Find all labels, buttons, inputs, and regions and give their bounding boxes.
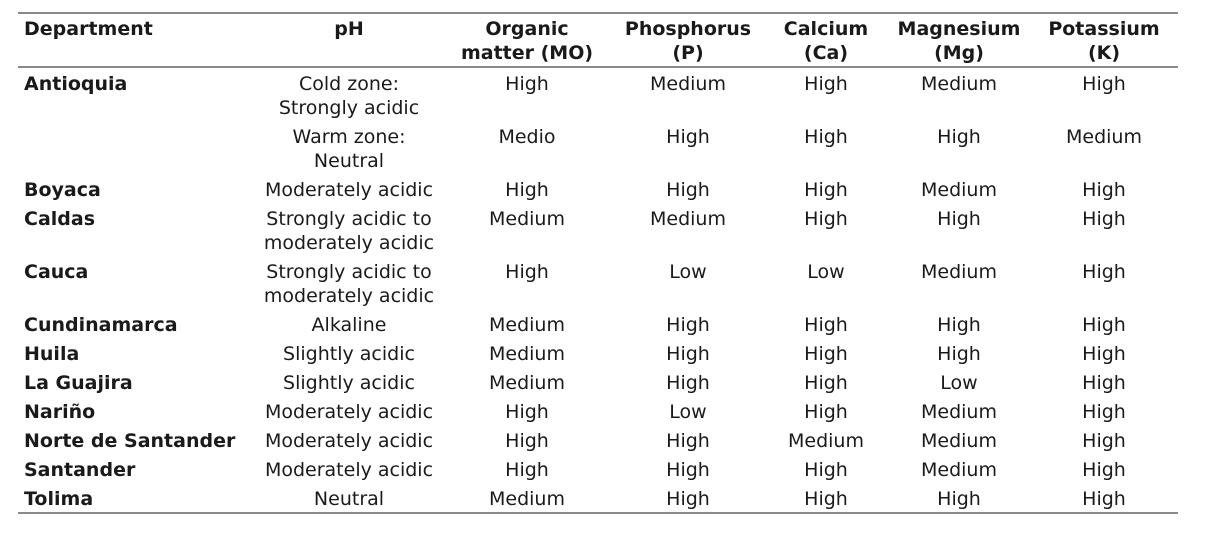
cell-potassium: High bbox=[1082, 488, 1126, 510]
cell-potassium: Medium bbox=[1066, 126, 1142, 148]
cell-phosphorus: High bbox=[666, 430, 710, 452]
cell-ph: Slightly acidic bbox=[283, 372, 415, 394]
cell-potassium: High bbox=[1082, 430, 1126, 452]
cell-ph: Moderately acidic bbox=[264, 430, 434, 452]
header-row bbox=[18, 13, 1178, 67]
cell-ph: Moderately acidic bbox=[264, 459, 434, 481]
cell-department: Huila bbox=[24, 343, 80, 365]
cell-potassium: High bbox=[1082, 179, 1126, 201]
table-row bbox=[18, 174, 1178, 203]
cell-department: Boyaca bbox=[24, 179, 101, 201]
header-magnesium: Magnesium (Mg) bbox=[897, 18, 1021, 64]
cell-phosphorus: High bbox=[666, 372, 710, 394]
cell-calcium: High bbox=[804, 208, 848, 230]
table-row bbox=[18, 67, 1178, 121]
header-ph: pH bbox=[334, 18, 364, 40]
header-calcium: Calcium (Ca) bbox=[783, 18, 869, 64]
table-row bbox=[18, 396, 1178, 425]
table-row bbox=[18, 425, 1178, 454]
cell-organic-matter: High bbox=[505, 261, 549, 283]
table-row bbox=[18, 454, 1178, 483]
soil-properties-table bbox=[18, 12, 1178, 514]
cell-magnesium: High bbox=[937, 208, 981, 230]
table-row bbox=[18, 256, 1178, 309]
cell-ph: Warm zone: Neutral bbox=[292, 126, 406, 172]
cell-organic-matter: High bbox=[505, 179, 549, 201]
cell-calcium: High bbox=[804, 179, 848, 201]
cell-phosphorus: Medium bbox=[650, 208, 726, 230]
cell-magnesium: Medium bbox=[921, 73, 997, 95]
cell-phosphorus: High bbox=[666, 314, 710, 336]
cell-magnesium: Medium bbox=[921, 430, 997, 452]
cell-calcium: Medium bbox=[788, 430, 864, 452]
cell-ph: Moderately acidic bbox=[264, 401, 434, 423]
cell-department: Norte de Santander bbox=[24, 430, 236, 452]
table-row bbox=[18, 338, 1178, 367]
cell-potassium: High bbox=[1082, 401, 1126, 423]
cell-phosphorus: Low bbox=[669, 401, 707, 423]
cell-department: Santander bbox=[24, 459, 136, 481]
cell-department bbox=[18, 121, 256, 174]
table-row bbox=[18, 483, 1178, 513]
cell-calcium: High bbox=[804, 459, 848, 481]
cell-department: La Guajira bbox=[24, 372, 133, 394]
table-row bbox=[18, 309, 1178, 338]
cell-magnesium: Medium bbox=[921, 261, 997, 283]
cell-magnesium: High bbox=[937, 314, 981, 336]
cell-organic-matter: Medium bbox=[489, 208, 565, 230]
cell-calcium: High bbox=[804, 488, 848, 510]
cell-ph: Slightly acidic bbox=[283, 343, 415, 365]
cell-phosphorus: High bbox=[666, 126, 710, 148]
header-phosphorus: Phosphorus (P) bbox=[624, 18, 752, 64]
cell-organic-matter: Medium bbox=[489, 343, 565, 365]
cell-calcium: High bbox=[804, 314, 848, 336]
cell-calcium: High bbox=[804, 401, 848, 423]
cell-potassium: High bbox=[1082, 314, 1126, 336]
table-header bbox=[18, 13, 1178, 67]
cell-potassium: High bbox=[1082, 459, 1126, 481]
header-organic-matter: Organic matter (MO) bbox=[460, 18, 594, 64]
cell-calcium: Low bbox=[807, 261, 845, 283]
cell-ph: Cold zone: Strongly acidic bbox=[278, 73, 420, 119]
cell-organic-matter: High bbox=[505, 401, 549, 423]
cell-calcium: High bbox=[804, 73, 848, 95]
cell-magnesium: Medium bbox=[921, 459, 997, 481]
cell-magnesium: Medium bbox=[921, 401, 997, 423]
cell-phosphorus: Medium bbox=[650, 73, 726, 95]
cell-organic-matter: Medio bbox=[498, 126, 556, 148]
cell-phosphorus: High bbox=[666, 343, 710, 365]
cell-ph: Strongly acidic to moderately acidic bbox=[263, 261, 435, 307]
cell-magnesium: High bbox=[937, 126, 981, 148]
cell-ph: Neutral bbox=[313, 488, 385, 510]
cell-phosphorus: High bbox=[666, 459, 710, 481]
cell-organic-matter: Medium bbox=[489, 372, 565, 394]
cell-organic-matter: High bbox=[505, 459, 549, 481]
cell-potassium: High bbox=[1082, 372, 1126, 394]
table-body bbox=[18, 67, 1178, 513]
cell-ph: Strongly acidic to moderately acidic bbox=[263, 208, 435, 254]
cell-potassium: High bbox=[1082, 73, 1126, 95]
cell-calcium: High bbox=[804, 372, 848, 394]
cell-potassium: High bbox=[1082, 208, 1126, 230]
cell-phosphorus: Low bbox=[669, 261, 707, 283]
soil-properties-table-container bbox=[18, 12, 1178, 514]
cell-organic-matter: High bbox=[505, 73, 549, 95]
cell-ph: Alkaline bbox=[311, 314, 387, 336]
cell-magnesium: High bbox=[937, 343, 981, 365]
header-department: Department bbox=[24, 18, 153, 40]
cell-potassium: High bbox=[1082, 261, 1126, 283]
cell-phosphorus: High bbox=[666, 488, 710, 510]
cell-department: Cauca bbox=[24, 261, 89, 283]
cell-department: Antioquia bbox=[24, 73, 128, 95]
cell-organic-matter: Medium bbox=[489, 314, 565, 336]
cell-magnesium: High bbox=[937, 488, 981, 510]
cell-department: Cundinamarca bbox=[24, 314, 178, 336]
cell-department: Caldas bbox=[24, 208, 96, 230]
table-row bbox=[18, 367, 1178, 396]
cell-department: Tolima bbox=[24, 488, 94, 510]
cell-phosphorus: High bbox=[666, 179, 710, 201]
cell-magnesium: Low bbox=[940, 372, 978, 394]
table-row bbox=[18, 121, 1178, 174]
cell-calcium: High bbox=[804, 343, 848, 365]
cell-organic-matter: High bbox=[505, 430, 549, 452]
cell-potassium: High bbox=[1082, 343, 1126, 365]
cell-magnesium: Medium bbox=[921, 179, 997, 201]
header-potassium: Potassium (K) bbox=[1048, 18, 1160, 64]
cell-calcium: High bbox=[804, 126, 848, 148]
cell-organic-matter: Medium bbox=[489, 488, 565, 510]
cell-department: Nariño bbox=[24, 401, 96, 423]
cell-ph: Moderately acidic bbox=[264, 179, 434, 201]
table-row bbox=[18, 203, 1178, 256]
